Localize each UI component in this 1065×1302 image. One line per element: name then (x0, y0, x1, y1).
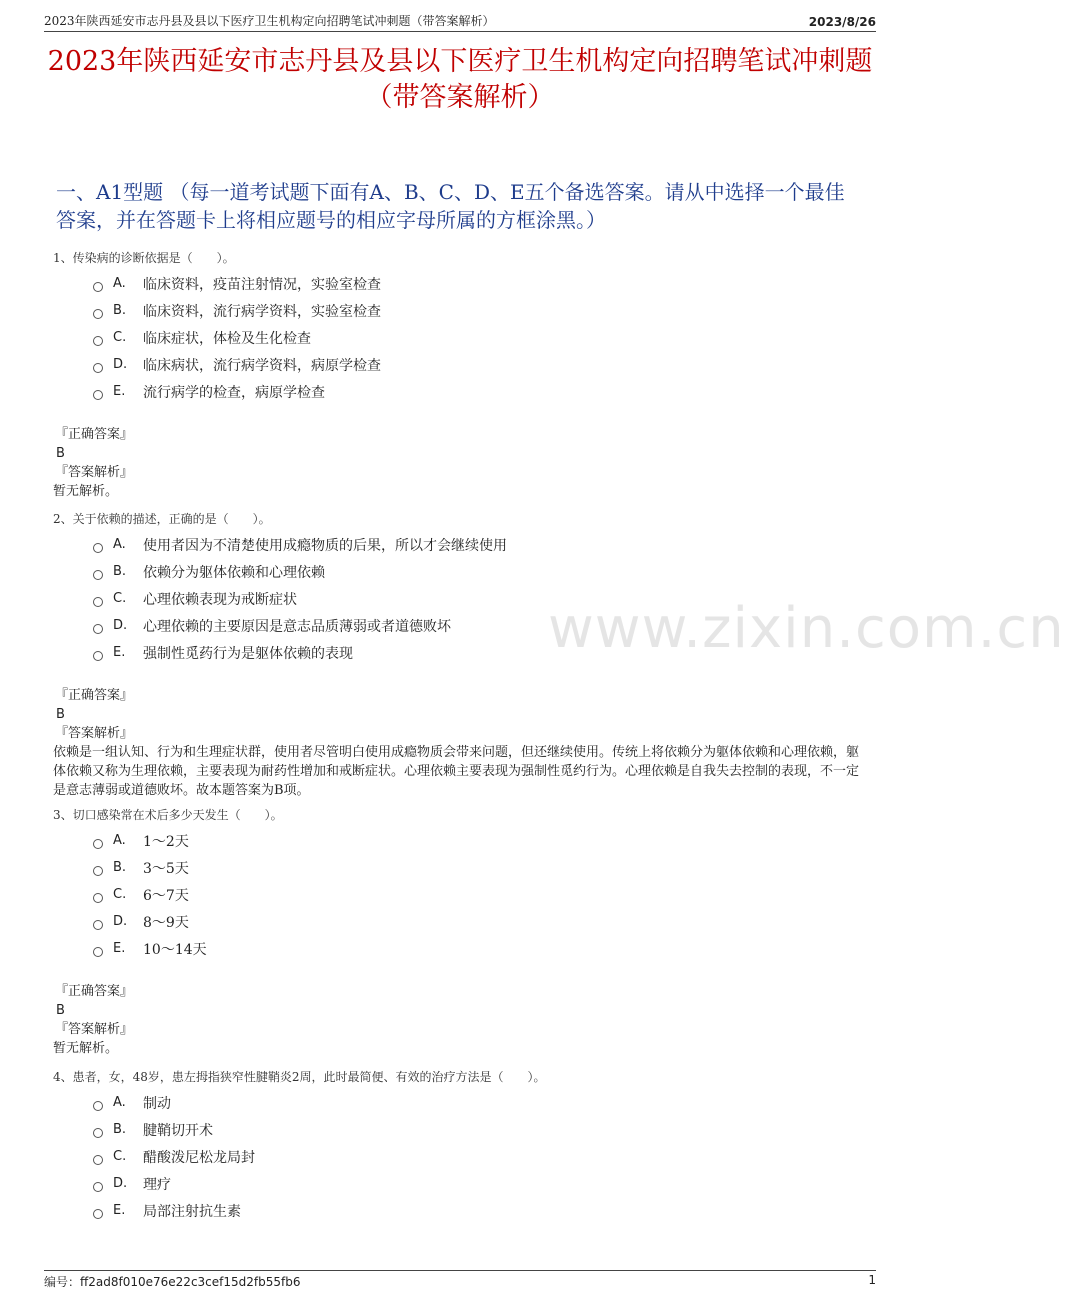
radio-icon[interactable] (93, 543, 103, 553)
option-d[interactable] (93, 351, 870, 378)
option-c[interactable] (93, 881, 870, 908)
option-text: 依赖分为躯体依赖和心理依赖 (143, 564, 325, 581)
option-b[interactable] (93, 854, 870, 881)
option-text: 心理依赖的主要原因是意志品质薄弱或者道德败坏 (143, 618, 451, 635)
option-text: 10～14天 (143, 941, 207, 958)
radio-icon[interactable] (93, 1128, 103, 1138)
radio-icon[interactable] (93, 920, 103, 930)
radio-icon[interactable] (93, 1209, 103, 1219)
option-letter: E. (113, 645, 126, 660)
option-list (93, 1089, 870, 1224)
option-letter: C. (113, 591, 127, 606)
option-d[interactable] (93, 908, 870, 935)
option-letter: E. (113, 1203, 126, 1218)
option-letter: C. (113, 1149, 127, 1164)
option-letter: C. (113, 887, 127, 902)
page-footer (44, 1270, 876, 1292)
option-a[interactable] (93, 827, 870, 854)
question-3 (53, 807, 870, 1058)
radio-icon[interactable] (93, 839, 103, 849)
header-date: 2023/8/26 (808, 15, 876, 29)
option-text: 制动 (143, 1095, 171, 1112)
option-a[interactable] (93, 270, 870, 297)
answer-block (53, 425, 870, 501)
option-text: 临床资料，疫苗注射情况，实验室检查 (143, 276, 381, 293)
page-header (44, 10, 876, 32)
option-letter: B. (113, 564, 127, 579)
question-stem: 2、关于依赖的描述，正确的是（ ）。 (53, 512, 271, 526)
question-4 (53, 1069, 870, 1224)
answer-block (53, 982, 870, 1058)
radio-icon[interactable] (93, 624, 103, 634)
option-d[interactable] (93, 1170, 870, 1197)
option-text: 理疗 (143, 1176, 171, 1193)
option-text: 使用者因为不清楚使用成瘾物质的后果，所以才会继续使用 (143, 537, 507, 554)
option-text: 强制性觅药行为是躯体依赖的表现 (143, 645, 353, 662)
option-letter: B. (113, 860, 127, 875)
answer-value: B (56, 707, 65, 722)
option-text: 临床资料，流行病学资料，实验室检查 (143, 303, 381, 320)
option-e[interactable] (93, 1197, 870, 1224)
header-title: 2023年陕西延安市志丹县及县以下医疗卫生机构定向招聘笔试冲刺题（带答案解析） (44, 14, 495, 28)
radio-icon[interactable] (93, 363, 103, 373)
option-letter: A. (113, 537, 126, 552)
option-text: 腱鞘切开术 (143, 1122, 213, 1139)
radio-icon[interactable] (93, 282, 103, 292)
analysis-text: 依赖是一组认知、行为和生理症状群，使用者尽管明白使用成瘾物质会带来问题，但还继续使用。传统上将依赖分为躯体依赖和心理依赖，躯体依赖又称为生理依赖，主要表现为耐药性增加和戒断症状。心理依赖主要表现为强制性觅约行为。心理依赖是自我失去控制的表现，不一定是意志薄弱或道德败坏。故本题答案为B项。 (53, 745, 860, 798)
analysis-text: 暂无解析。 (53, 1041, 119, 1056)
document-title: 2023年陕西延安市志丹县及县以下医疗卫生机构定向招聘笔试冲刺题（带答案解析） (47, 46, 873, 113)
watermark: www.zixin.com.cn (548, 596, 1065, 661)
radio-icon[interactable] (93, 390, 103, 400)
radio-icon[interactable] (93, 570, 103, 580)
option-list (93, 531, 870, 666)
question-2 (53, 511, 870, 800)
answer-block (53, 686, 870, 800)
option-c[interactable] (93, 1143, 870, 1170)
option-letter: B. (113, 303, 127, 318)
option-a[interactable] (93, 531, 870, 558)
option-list (93, 270, 870, 405)
analysis-text: 暂无解析。 (53, 484, 119, 499)
option-text: 局部注射抗生素 (143, 1203, 241, 1220)
question-stem: 3、切口感染常在术后多少天发生（ ）。 (53, 808, 283, 822)
answer-label: 『正确答案』 (55, 427, 134, 442)
option-b[interactable] (93, 297, 870, 324)
radio-icon[interactable] (93, 947, 103, 957)
answer-value: B (56, 446, 65, 461)
option-letter: D. (113, 1176, 128, 1191)
radio-icon[interactable] (93, 866, 103, 876)
section-heading: 一、A1型题 （每一道考试题下面有A、B、C、D、E五个备选答案。请从中选择一个最佳答案，并在答题卡上将相应题号的相应字母所属的方框涂黑。） (56, 180, 845, 232)
page-number: 1 (868, 1273, 876, 1287)
option-text: 流行病学的检查，病原学检查 (143, 384, 325, 401)
option-text: 心理依赖表现为戒断症状 (143, 591, 297, 608)
analysis-label: 『答案解析』 (55, 726, 134, 741)
option-text: 醋酸泼尼松龙局封 (143, 1149, 255, 1166)
radio-icon[interactable] (93, 1182, 103, 1192)
option-letter: C. (113, 330, 127, 345)
option-e[interactable] (93, 378, 870, 405)
option-c[interactable] (93, 585, 870, 612)
option-text: 6～7天 (143, 887, 189, 904)
question-1 (53, 250, 870, 501)
option-text: 8～9天 (143, 914, 189, 931)
option-b[interactable] (93, 558, 870, 585)
answer-label: 『正确答案』 (55, 984, 134, 999)
option-list (93, 827, 870, 962)
question-stem: 4、患者，女，48岁，患左拇指狭窄性腱鞘炎2周，此时最简便、有效的治疗方法是（ ）。 (53, 1070, 546, 1084)
option-text: 1～2天 (143, 833, 189, 850)
radio-icon[interactable] (93, 1101, 103, 1111)
radio-icon[interactable] (93, 309, 103, 319)
radio-icon[interactable] (93, 651, 103, 661)
option-text: 3～5天 (143, 860, 189, 877)
radio-icon[interactable] (93, 336, 103, 346)
radio-icon[interactable] (93, 893, 103, 903)
option-letter: B. (113, 1122, 127, 1137)
option-letter: A. (113, 1095, 126, 1110)
option-e[interactable] (93, 639, 870, 666)
answer-label: 『正确答案』 (55, 688, 134, 703)
option-letter: A. (113, 833, 126, 848)
option-d[interactable] (93, 612, 870, 639)
option-letter: D. (113, 618, 128, 633)
document-code: 编号：ff2ad8f010e76e22c3cef15d2fb55fb6 (44, 1275, 301, 1289)
answer-value: B (56, 1003, 65, 1018)
option-letter: E. (113, 384, 126, 399)
radio-icon[interactable] (93, 597, 103, 607)
analysis-label: 『答案解析』 (55, 1022, 134, 1037)
radio-icon[interactable] (93, 1155, 103, 1165)
option-b[interactable] (93, 1116, 870, 1143)
option-e[interactable] (93, 935, 870, 962)
option-letter: D. (113, 914, 128, 929)
option-text: 临床病状，流行病学资料，病原学检查 (143, 357, 381, 374)
option-letter: D. (113, 357, 128, 372)
option-a[interactable] (93, 1089, 870, 1116)
analysis-label: 『答案解析』 (55, 465, 134, 480)
option-letter: A. (113, 276, 126, 291)
option-c[interactable] (93, 324, 870, 351)
option-text: 临床症状，体检及生化检查 (143, 330, 311, 347)
option-letter: E. (113, 941, 126, 956)
question-stem: 1、传染病的诊断依据是（ ）。 (53, 251, 235, 265)
